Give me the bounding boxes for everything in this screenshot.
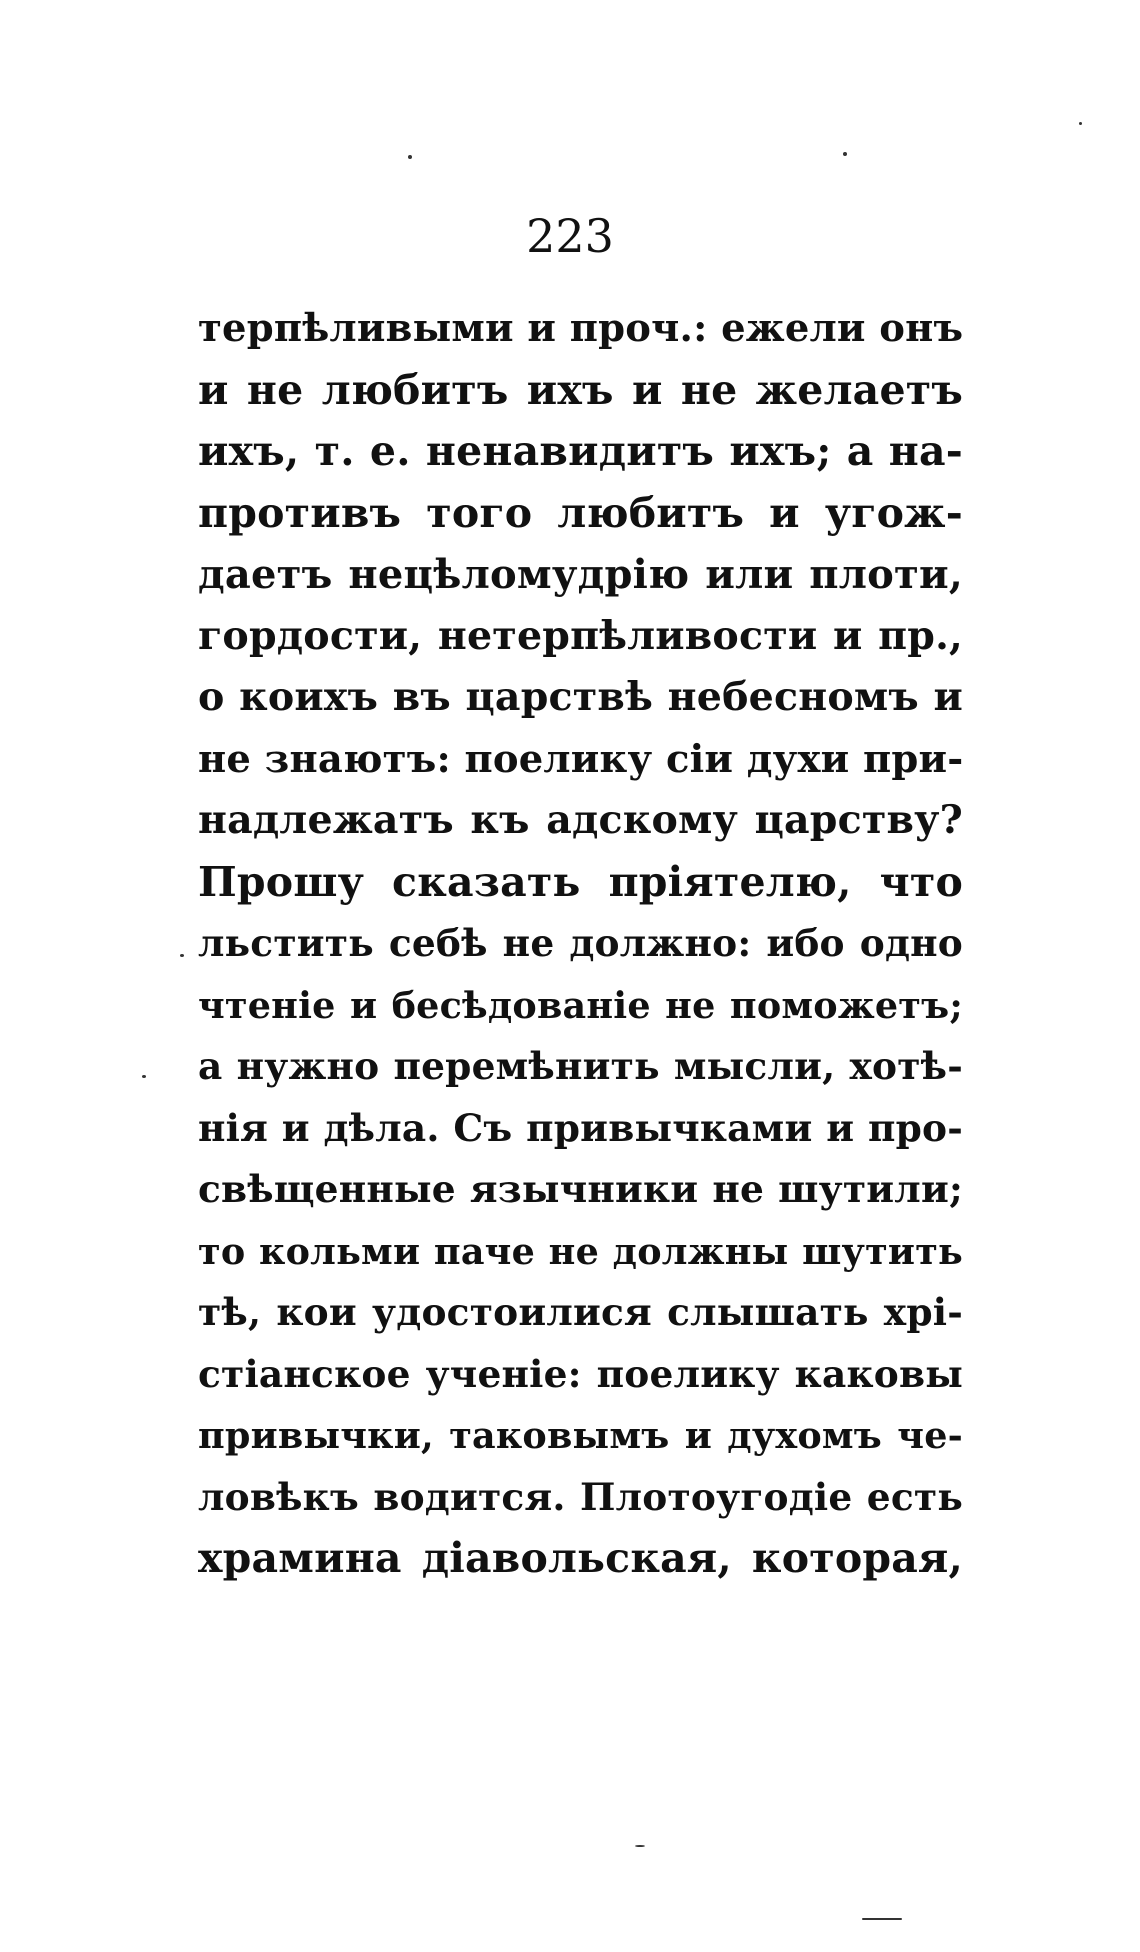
text-line: нія и дѣла. Съ привычками и про- bbox=[198, 1105, 963, 1150]
text-line: даетъ нецѣломудрію или плоти, bbox=[198, 551, 963, 598]
text-line: привычки, таковымъ и духомъ че- bbox=[198, 1414, 963, 1457]
page-number: 223 bbox=[526, 209, 614, 263]
scan-speck bbox=[1079, 122, 1082, 125]
text-line: ихъ, т. е. ненавидитъ ихъ; а на- bbox=[198, 427, 963, 475]
text-line: чтеніе и бесѣдованіе не поможетъ; bbox=[198, 983, 963, 1027]
text-line: ловѣкъ водится. Плотоугодіе есть bbox=[198, 1474, 963, 1519]
text-line: не знаютъ: поелику сіи духи при- bbox=[198, 736, 964, 782]
text-line: свѣщенные язычники не шутили; bbox=[198, 1167, 963, 1211]
text-line: противъ того любитъ и угож- bbox=[198, 488, 963, 537]
text-line: о коихъ въ царствѣ небесномъ и bbox=[198, 674, 963, 720]
text-line: Прошу сказать пріятелю, что bbox=[198, 857, 963, 906]
scan-speck bbox=[180, 954, 184, 957]
text-line: то кольми паче не должны шутить bbox=[198, 1229, 963, 1273]
text-line: храмина діавольская, которая, bbox=[198, 1534, 963, 1582]
text-line: стіанское ученіе: поелику каковы bbox=[198, 1351, 963, 1396]
text-line: и не любитъ ихъ и не желаетъ bbox=[198, 365, 963, 414]
scan-speck bbox=[843, 152, 847, 156]
scan-speck bbox=[408, 155, 412, 159]
text-line: тѣ, кои удостоилися слышать хрі- bbox=[198, 1290, 963, 1334]
text-line: а нужно перемѣнить мысли, хотѣ- bbox=[198, 1044, 963, 1088]
scan-speck bbox=[635, 1845, 645, 1847]
text-line: гордости, нетерпѣливости и пр., bbox=[198, 612, 963, 659]
scan-speck bbox=[142, 1075, 146, 1078]
scan-speck bbox=[862, 1918, 902, 1920]
text-line: льстить себѣ не должно: ибо одно bbox=[198, 921, 963, 965]
text-line: терпѣливыми и проч.: ежели онъ bbox=[198, 306, 964, 351]
text-line: надлежатъ къ адскому царству? bbox=[198, 797, 963, 843]
body-text bbox=[198, 298, 963, 1590]
